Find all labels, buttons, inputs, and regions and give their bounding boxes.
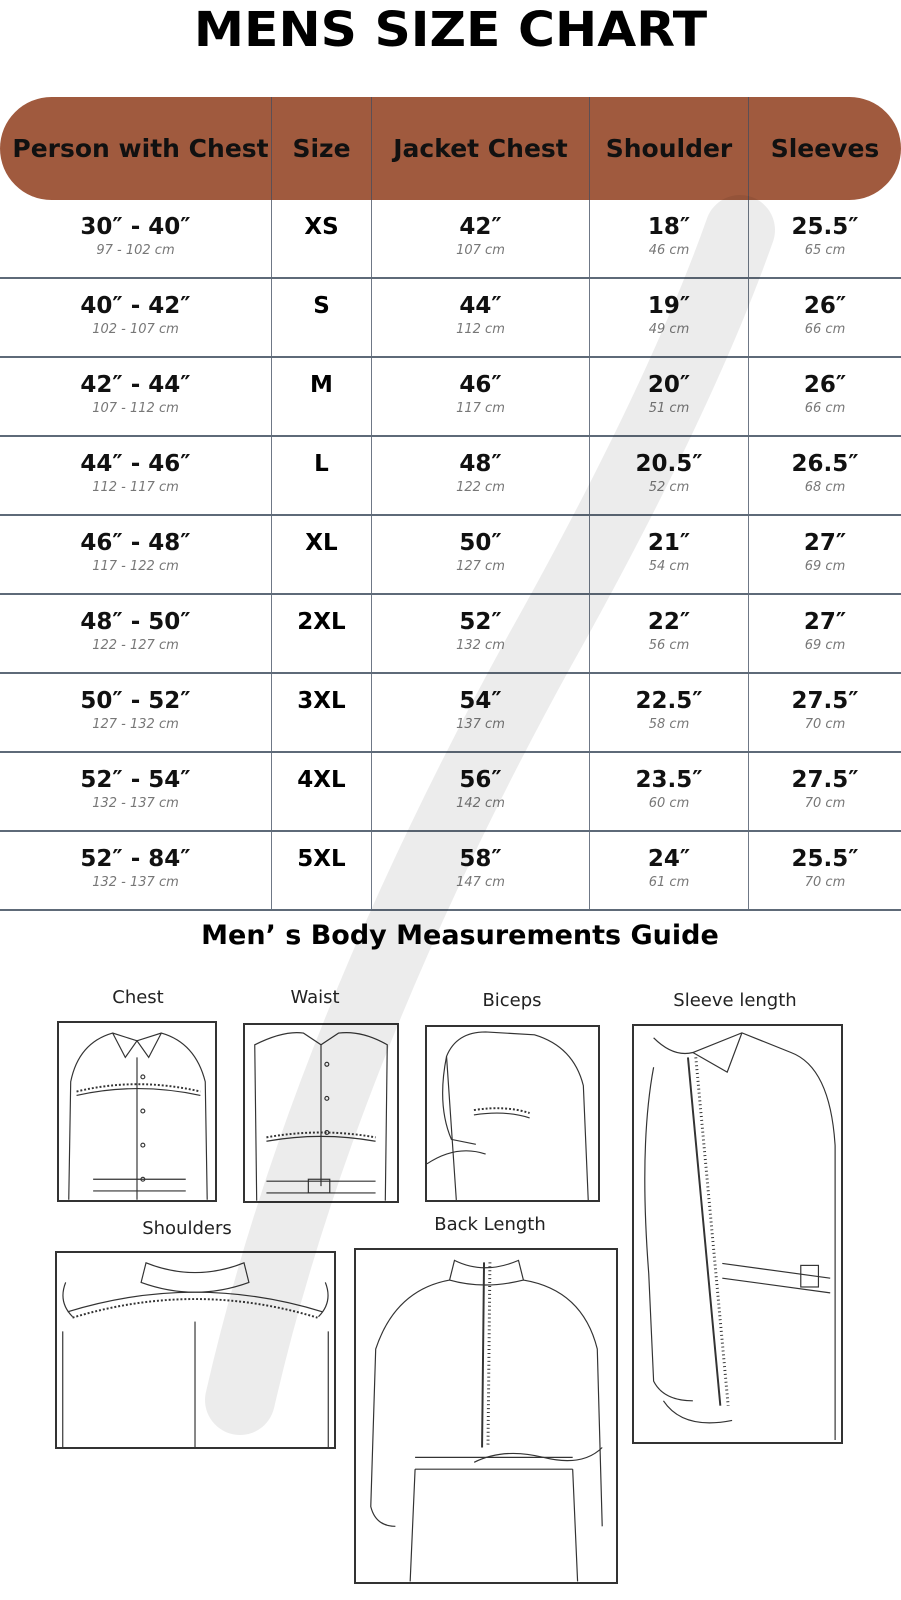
chest-cell-value: 52″ - 54″ xyxy=(80,767,191,793)
chest-cell xyxy=(0,279,272,356)
shoulder-cell xyxy=(590,437,749,514)
shoulder-cell-cm: 49 cm xyxy=(648,322,690,337)
size-cell xyxy=(272,674,372,751)
label-sleeve-length: Sleeve length xyxy=(673,990,797,1011)
chest-cell-cm: 132 - 137 cm xyxy=(92,875,179,890)
jacket-chest-cell-value: 44″ xyxy=(459,293,502,319)
jacket-chest-cell xyxy=(372,832,590,909)
shoulder-cell-cm: 61 cm xyxy=(648,875,690,890)
jacket-chest-cell-value: 50″ xyxy=(459,530,502,556)
size-cell-value: 3XL xyxy=(297,688,346,714)
sleeves-cell xyxy=(749,832,901,909)
shoulder-cell-value: 22.5″ xyxy=(635,688,703,714)
chest-cell-cm: 112 - 117 cm xyxy=(92,480,179,495)
chest-cell-value: 42″ - 44″ xyxy=(80,372,191,398)
header-size: Size xyxy=(272,97,372,200)
chest-cell-cm: 132 - 137 cm xyxy=(92,796,179,811)
jacket-chest-cell-value: 52″ xyxy=(459,609,502,635)
table-row xyxy=(0,437,901,516)
shoulder-cell xyxy=(590,516,749,593)
size-cell xyxy=(272,516,372,593)
shoulder-cell-value: 19″ xyxy=(647,293,691,319)
sleeve-length-illustration xyxy=(632,1024,843,1444)
sleeves-cell-value: 25.5″ xyxy=(791,214,859,240)
shoulder-cell xyxy=(590,358,749,435)
chest-cell xyxy=(0,753,272,830)
sleeves-cell-value: 25.5″ xyxy=(791,846,859,872)
shoulder-cell xyxy=(590,753,749,830)
sleeves-cell-cm: 70 cm xyxy=(804,717,846,732)
size-cell-value: XS xyxy=(304,214,339,240)
sleeves-cell-value: 27″ xyxy=(803,609,847,635)
chest-illustration xyxy=(57,1021,217,1202)
waist-illustration xyxy=(243,1023,399,1203)
sleeves-cell-value: 27″ xyxy=(803,530,847,556)
shoulders-illustration xyxy=(55,1251,336,1449)
jacket-chest-cell-cm: 107 cm xyxy=(456,243,505,258)
sleeves-cell-value: 27.5″ xyxy=(791,688,859,714)
jacket-chest-cell-cm: 127 cm xyxy=(456,559,505,574)
shoulder-cell-value: 20″ xyxy=(647,372,691,398)
shoulder-cell-cm: 46 cm xyxy=(648,243,690,258)
jacket-chest-cell-cm: 137 cm xyxy=(456,717,505,732)
sleeves-cell xyxy=(749,753,901,830)
sleeves-cell-cm: 70 cm xyxy=(804,875,846,890)
size-cell xyxy=(272,832,372,909)
shoulder-cell-value: 24″ xyxy=(647,846,691,872)
chest-cell-value: 50″ - 52″ xyxy=(80,688,191,714)
sleeves-cell-value: 26″ xyxy=(803,372,847,398)
chest-cell-value: 40″ - 42″ xyxy=(80,293,191,319)
table-row xyxy=(0,832,901,911)
label-chest: Chest xyxy=(112,987,164,1008)
size-cell xyxy=(272,595,372,672)
header-sleeves: Sleeves xyxy=(770,134,880,163)
chest-cell xyxy=(0,595,272,672)
sleeves-cell-cm: 66 cm xyxy=(804,401,846,416)
label-waist: Waist xyxy=(290,987,340,1008)
jacket-chest-cell-cm: 122 cm xyxy=(456,480,505,495)
jacket-chest-cell xyxy=(372,437,590,514)
chest-cell-cm: 127 - 132 cm xyxy=(92,717,179,732)
chest-cell-cm: 97 - 102 cm xyxy=(96,243,175,258)
size-cell-value: S xyxy=(313,293,330,319)
jacket-chest-cell-value: 42″ xyxy=(459,214,502,240)
jacket-chest-cell-value: 56″ xyxy=(459,767,502,793)
shoulder-cell xyxy=(590,832,749,909)
chest-cell xyxy=(0,358,272,435)
shoulder-cell-value: 21″ xyxy=(647,530,691,556)
size-cell-value: 2XL xyxy=(297,609,346,635)
jacket-chest-cell-value: 48″ xyxy=(459,451,502,477)
size-cell-value: M xyxy=(310,372,333,398)
sleeves-cell-value: 26″ xyxy=(803,293,847,319)
jacket-chest-cell xyxy=(372,200,590,277)
shoulder-cell xyxy=(590,595,749,672)
chest-cell xyxy=(0,437,272,514)
table-row xyxy=(0,279,901,358)
sleeves-cell-cm: 69 cm xyxy=(804,559,846,574)
chest-cell xyxy=(0,832,272,909)
jacket-chest-cell xyxy=(372,753,590,830)
sleeves-cell-cm: 68 cm xyxy=(804,480,846,495)
sleeves-cell xyxy=(749,516,901,593)
size-cell xyxy=(272,437,372,514)
shoulder-cell-cm: 51 cm xyxy=(648,401,690,416)
table-row xyxy=(0,753,901,832)
chest-cell xyxy=(0,200,272,277)
size-cell-value: L xyxy=(314,451,329,477)
shoulder-cell-cm: 54 cm xyxy=(648,559,690,574)
guide-title: Men’ s Body Measurements Guide xyxy=(201,920,719,951)
shoulder-cell-cm: 60 cm xyxy=(648,796,690,811)
sleeves-cell-cm: 65 cm xyxy=(804,243,846,258)
chest-cell-value: 46″ - 48″ xyxy=(80,530,191,556)
shoulder-cell xyxy=(590,674,749,751)
jacket-chest-cell-value: 46″ xyxy=(459,372,502,398)
shoulder-cell-value: 18″ xyxy=(647,214,691,240)
header-jacket-chest: Jacket Chest xyxy=(372,97,590,200)
chest-cell-cm: 102 - 107 cm xyxy=(92,322,179,337)
shoulder-cell-value: 22″ xyxy=(647,609,691,635)
sleeves-cell xyxy=(749,200,901,277)
chest-cell-value: 48″ - 50″ xyxy=(80,609,191,635)
jacket-chest-cell-cm: 142 cm xyxy=(456,796,505,811)
sleeves-cell-value: 27.5″ xyxy=(791,767,859,793)
jacket-chest-cell xyxy=(372,516,590,593)
size-cell-value: XL xyxy=(305,530,338,556)
chest-cell xyxy=(0,674,272,751)
jacket-chest-cell-cm: 132 cm xyxy=(456,638,505,653)
size-cell xyxy=(272,358,372,435)
sleeves-cell xyxy=(749,595,901,672)
biceps-illustration xyxy=(425,1025,600,1202)
label-back-length: Back Length xyxy=(434,1214,546,1235)
shoulder-cell-value: 23.5″ xyxy=(635,767,703,793)
jacket-chest-cell-cm: 147 cm xyxy=(456,875,505,890)
header-person-with-chest: Person with Chest xyxy=(0,97,272,200)
sleeves-cell xyxy=(749,437,901,514)
table-body xyxy=(0,200,901,911)
size-cell-value: 4XL xyxy=(297,767,346,793)
chest-cell-value: 44″ - 46″ xyxy=(80,451,191,477)
size-cell xyxy=(272,279,372,356)
header-shoulder: Shoulder xyxy=(590,97,749,200)
jacket-chest-cell-value: 58″ xyxy=(459,846,502,872)
table-row xyxy=(0,674,901,753)
chest-cell-cm: 122 - 127 cm xyxy=(92,638,179,653)
table-header xyxy=(0,97,901,200)
page-title: MENS SIZE CHART xyxy=(193,2,708,58)
sleeves-cell xyxy=(749,674,901,751)
shoulder-cell-cm: 56 cm xyxy=(648,638,690,653)
sleeves-cell-cm: 69 cm xyxy=(804,638,846,653)
table-row xyxy=(0,200,901,279)
shoulder-cell xyxy=(590,200,749,277)
chest-cell-value: 30″ - 40″ xyxy=(80,214,191,240)
jacket-chest-cell-cm: 112 cm xyxy=(456,322,505,337)
table-row xyxy=(0,595,901,674)
chest-cell-value: 52″ - 84″ xyxy=(80,846,191,872)
chest-cell-cm: 107 - 112 cm xyxy=(92,401,179,416)
jacket-chest-cell xyxy=(372,595,590,672)
sleeves-cell-cm: 66 cm xyxy=(804,322,846,337)
size-cell xyxy=(272,200,372,277)
label-shoulders: Shoulders xyxy=(142,1218,232,1239)
sleeves-cell xyxy=(749,358,901,435)
chest-cell-cm: 117 - 122 cm xyxy=(92,559,179,574)
jacket-chest-cell-cm: 117 cm xyxy=(456,401,505,416)
size-cell-value: 5XL xyxy=(297,846,346,872)
sleeves-cell-value: 26.5″ xyxy=(791,451,859,477)
size-chart-table xyxy=(0,97,901,911)
sleeves-cell-cm: 70 cm xyxy=(804,796,846,811)
shoulder-cell-value: 20.5″ xyxy=(635,451,703,477)
shoulder-cell-cm: 58 cm xyxy=(648,717,690,732)
jacket-chest-cell xyxy=(372,358,590,435)
table-row xyxy=(0,358,901,437)
jacket-chest-cell xyxy=(372,674,590,751)
label-biceps: Biceps xyxy=(482,990,542,1011)
size-cell xyxy=(272,753,372,830)
jacket-chest-cell-value: 54″ xyxy=(459,688,502,714)
shoulder-cell-cm: 52 cm xyxy=(648,480,690,495)
back-length-illustration xyxy=(354,1248,618,1584)
sleeves-cell xyxy=(749,279,901,356)
chest-cell xyxy=(0,516,272,593)
jacket-chest-cell xyxy=(372,279,590,356)
table-row xyxy=(0,516,901,595)
shoulder-cell xyxy=(590,279,749,356)
